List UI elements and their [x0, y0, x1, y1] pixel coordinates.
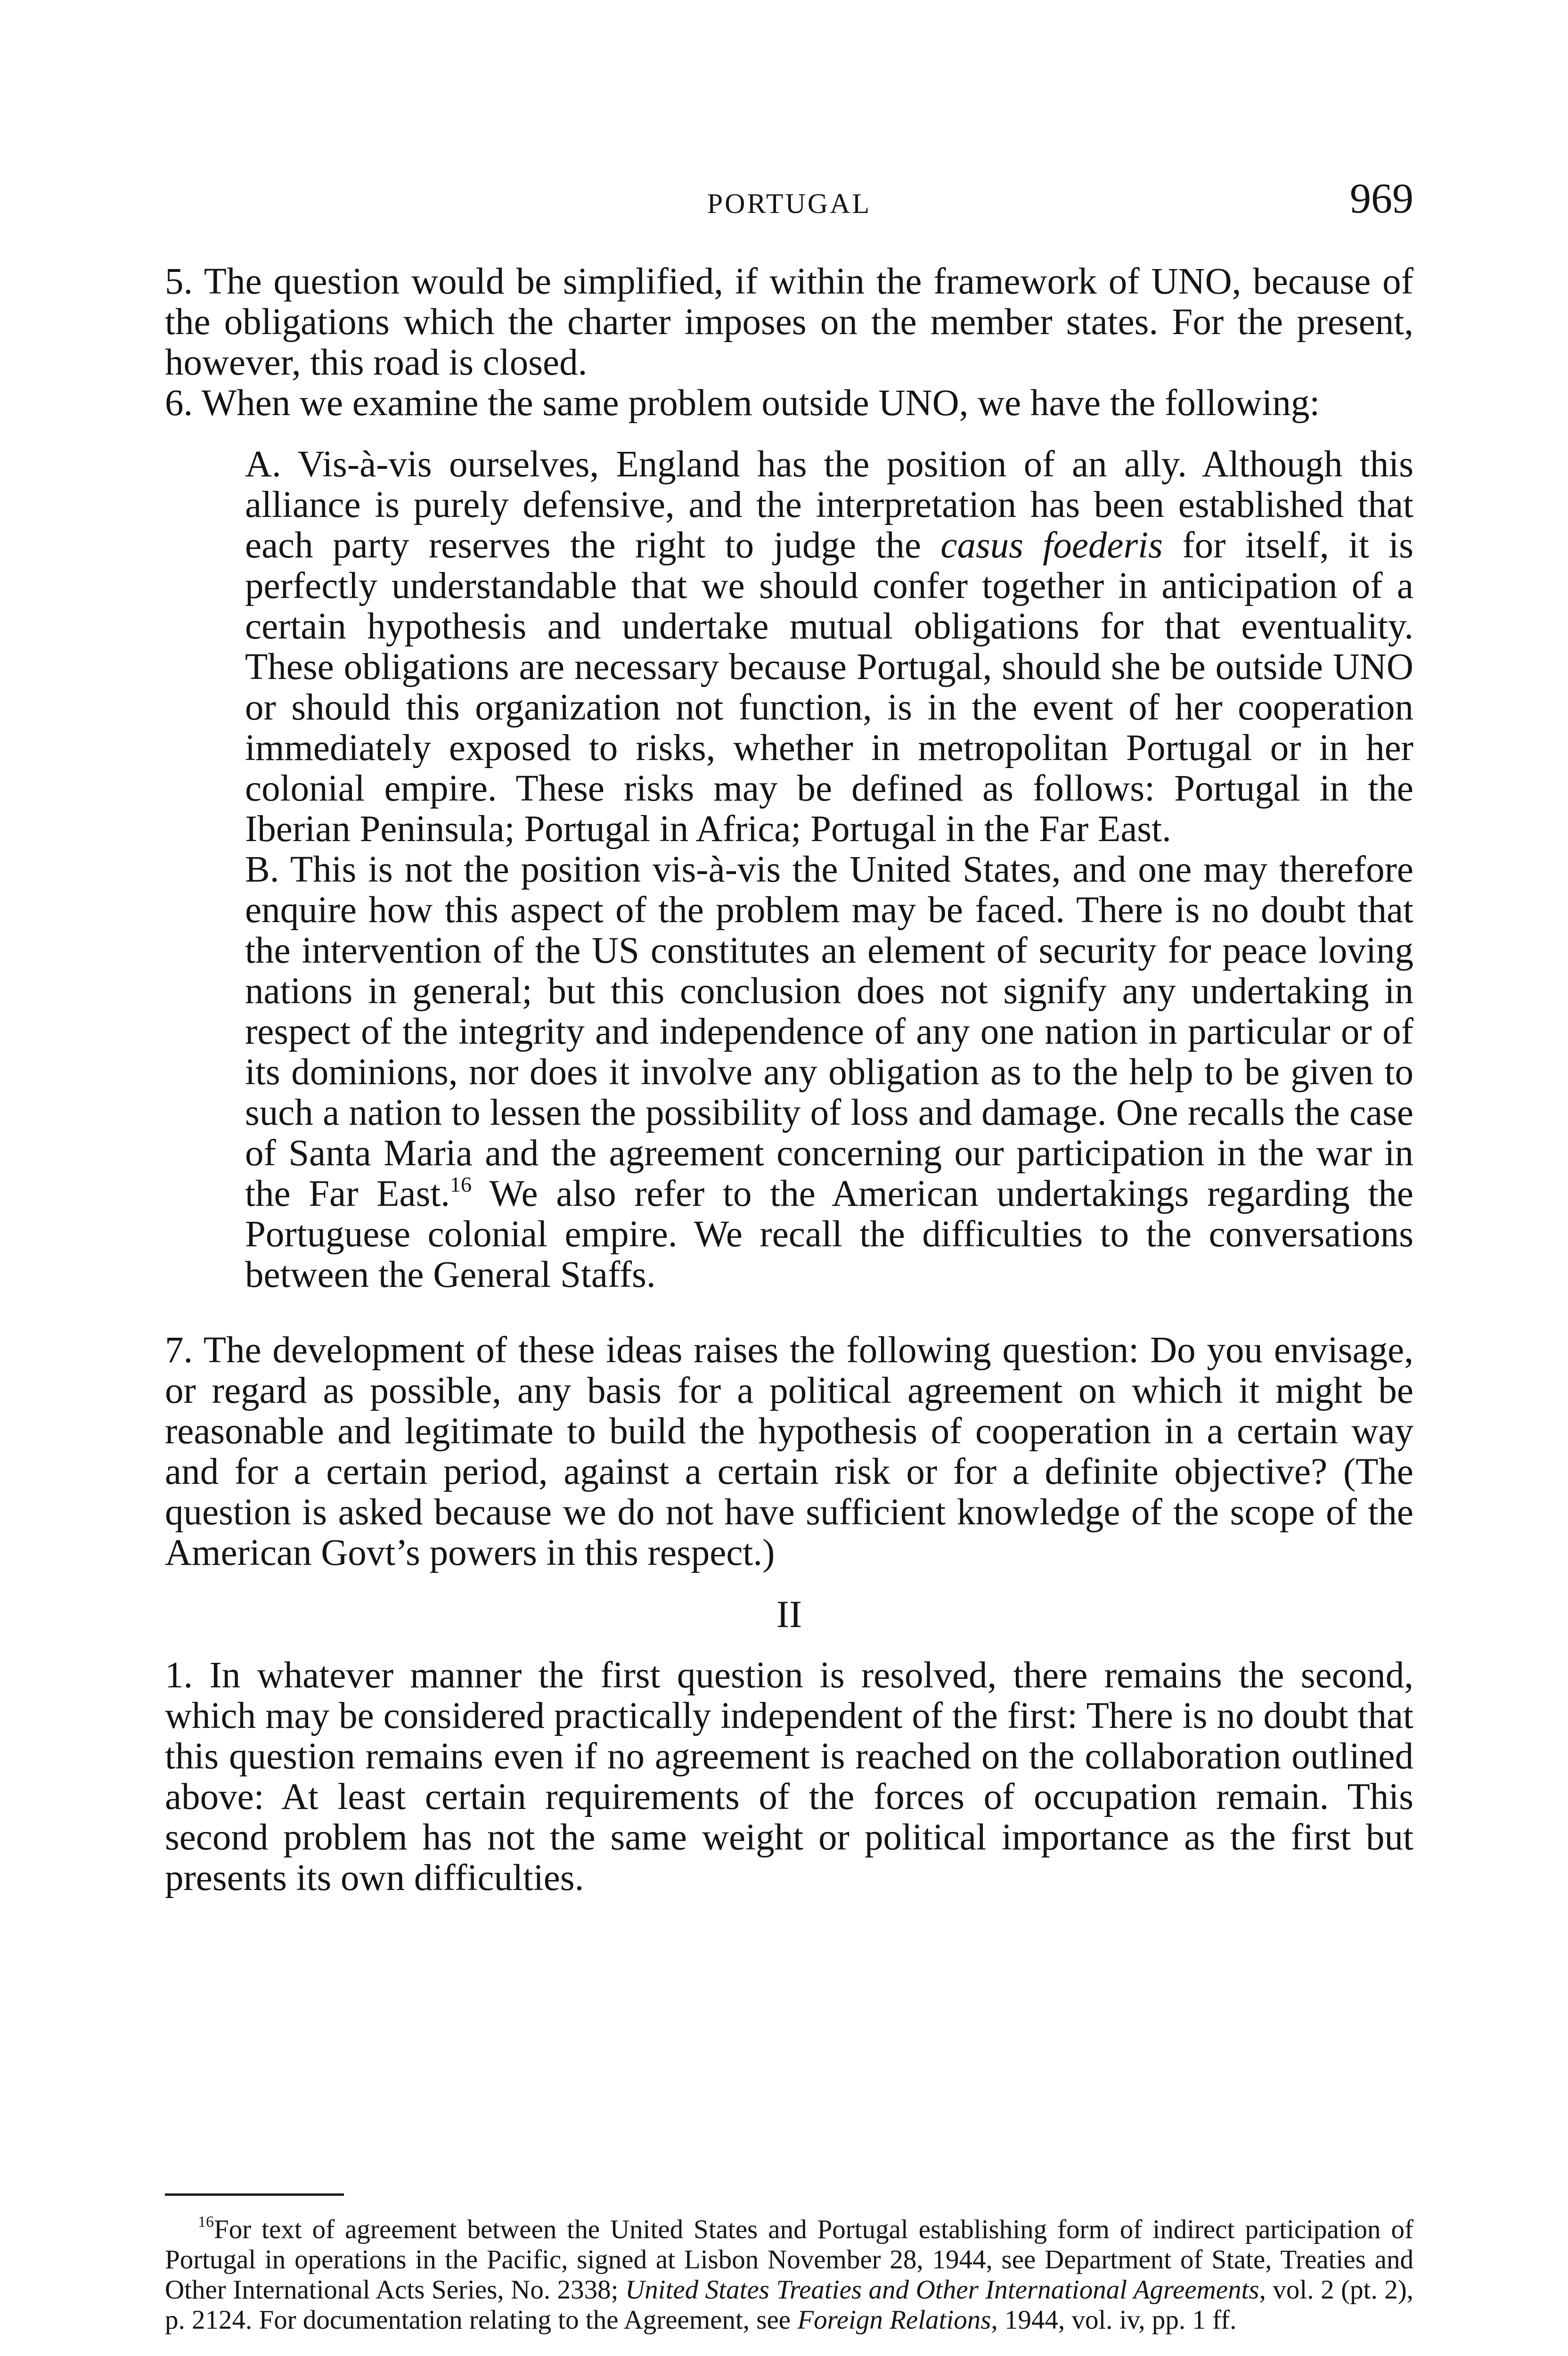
- paragraph-b-text-2: We also refer to the American undertakings regarding the Portuguese colonial empire. We recall the difficulties to the conversations between the General Staffs.: [245, 1173, 1414, 1295]
- paragraph-b: [245, 850, 1413, 1295]
- paragraph-5: 5. The question would be simplified, if within the framework of UNO, because of the obligations which the charter imposes on the member states. For the present, however, this road is closed.: [165, 261, 1413, 383]
- spacer: [165, 1295, 1413, 1330]
- spacer: [165, 1573, 1413, 1594]
- footnote-text-2: , vol. 2 (pt. 2), p. 2124. For documentation relating to the Agreement, see: [165, 2275, 1414, 2335]
- footnote-16: [165, 2215, 1413, 2335]
- page-header: [165, 174, 1413, 226]
- spacer: [165, 424, 1413, 444]
- paragraph-7: 7. The development of these ideas raises the following question: Do you envisage, or regard as possible, any basis for a political agreement on which it might be reasonable and legitimate to build the hypothesis of cooperation in a certain way and for a certain period, against a certain risk or for a definite objective? (The question is asked because we do not have sufficient knowledge of the scope of the American Govt’s powers in this respect.): [165, 1330, 1413, 1573]
- body-text: [165, 262, 1413, 1898]
- section-heading: II: [776, 1593, 802, 1636]
- footnote-text-3: , 1944, vol. iv, pp. 1 ff.: [991, 2305, 1237, 2335]
- page-number: 969: [1350, 175, 1413, 222]
- footnote-italic-2: Foreign Relations: [797, 2305, 991, 2335]
- footnote: [165, 2215, 1413, 2335]
- paragraph-ii-1: 1. In whatever manner the first question is resolved, there remains the second, which may be considered practically independent of the first: There is no doubt that this question remains even if no agreement is reached on the collaboration outlined above: At least certain requirements of the forces of occupation remain. This second problem has not the same weight or political importance as the first but presents its own difficulties.: [165, 1655, 1413, 1898]
- footnote-text-1: For text of agreement between the United States and Portugal establishing form of indirect participation of Portugal in operations in the Pacific, signed at Lisbon November 28, 1944, see Department of State, Treaties and Other International Acts Series, No. 2338;: [165, 2215, 1413, 2305]
- footnote-divider: [165, 2193, 344, 2196]
- spacer: [165, 1635, 1413, 1655]
- running-head: PORTUGAL: [707, 188, 872, 219]
- paragraph-a: [245, 444, 1413, 850]
- paragraph-6: 6. When we examine the same problem outside UNO, we have the following:: [165, 383, 1320, 424]
- paragraph-a-text-1: A. Vis-à-vis ourselves, England has the position of an ally. Although this alliance is purely defensive, and the interpretation has been established that each party reserves the right to judge the: [245, 444, 1413, 566]
- footnote-reference[interactable]: 16: [450, 1172, 472, 1196]
- paragraph-a-italic: casus foederis: [940, 525, 1163, 566]
- paragraph-a-text-2: for itself, it is perfectly understandable that we should confer together in anticipation of a certain hypothesis and undertake mutual obligations for that eventuality. These obligations are necessary because Portugal, should she be outside UNO or should this organization not function, is in the event of her cooperation immediately exposed to risks, whether in metropolitan Portugal or in her colonial empire. These risks may be defined as follows: Portugal in the Iberian Peninsula; Portugal in Africa; Portugal in the Far East.: [245, 525, 1413, 850]
- footnote-marker: 16: [198, 2213, 214, 2231]
- footnote-italic-1: United States Treaties and Other International Agreements: [625, 2275, 1259, 2305]
- paragraph-b-text-1: B. This is not the position vis-à-vis the United States, and one may therefore enquire how this aspect of the problem may be faced. There is no doubt that the intervention of the US constitutes an element of security for peace loving nations in general; but this conclusion does not signify any undertaking in respect of the integrity and independence of any one nation in particular or of its dominions, nor does it involve any obligation as to the help to be given to such a nation to lessen the possibility of loss and damage. One recalls the case of Santa Maria and the agreement concerning our participation in the war in the Far East.: [245, 849, 1413, 1214]
